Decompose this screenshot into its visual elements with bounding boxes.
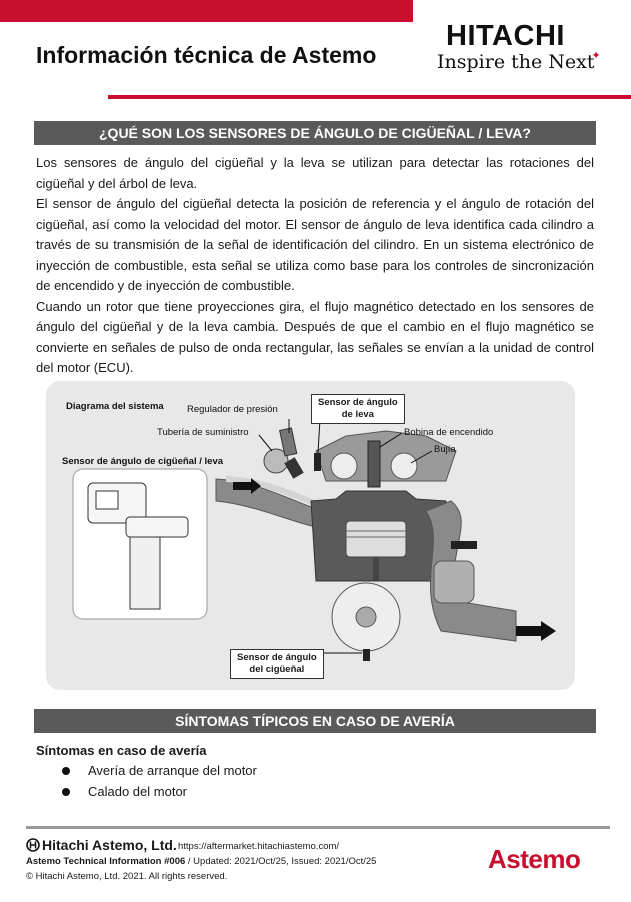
footer-copyright: © Hitachi Astemo, Ltd. 2021. All rights reserved. [26,871,228,882]
symptoms-subheading: Síntomas en caso de avería [36,743,207,758]
footer-rule [26,826,610,829]
system-diagram-label: Diagrama del sistema [66,401,164,412]
sensor-flange [126,517,188,537]
footer-doc-info [26,856,376,867]
crank-sensor-line2: del cigüeñal [249,664,305,675]
bullet-icon [62,788,70,796]
leader-cam [318,419,320,453]
engine-illustration [46,381,575,690]
footer-doc-dates: / Updated: 2021/Oct/25, Issued: 2021/Oct/25 [185,856,377,867]
footer-brand [26,837,177,853]
footer-url[interactable]: https://aftermarket.hitachiastemo.com/ [178,841,340,852]
symptom-text: Avería de arranque del motor [88,763,257,778]
cam-right [391,453,417,479]
paragraph-1: Los sensores de ángulo del cigüeñal y la leva se utilizan para detectar las rotaciones del cigüeñal y del árbol de leva. [36,155,594,191]
cam-sensor-shape [314,453,321,471]
sensor-body [130,537,160,609]
sensor-connector-window [96,491,118,509]
astemo-logo: Astemo [488,844,581,874]
crank-hub [356,607,376,627]
list-item [62,763,257,778]
cam-sensor-line1: Sensor de ángulo [318,397,398,408]
catalytic-converter [434,561,474,603]
ignition-coil-shape [368,441,380,487]
ignition-coil-label: Bobina de encendido [404,427,494,438]
footer-brand-text: Hitachi Astemo, Ltd. [42,837,177,853]
bullet-icon [62,767,70,775]
paragraph-3: Cuando un rotor que tiene proyecciones gira, el flujo magnético detectado en los sensores de ángulo del cigüeñal y de la leva cambia. Después de que el cambio en el flujo magnético se convierte en señales de pulso de onda rectangular, las señales se envían a la unidad de control del motor (ECU). [36,298,594,375]
supply-pipe-label: Tubería de suministro [157,427,249,438]
top-red-bar [0,0,413,22]
leader-supply [259,435,272,451]
cam-sensor-line2: de leva [341,409,374,420]
spark-plug-label: Bujía [434,444,456,455]
sensor-description [36,153,594,379]
system-diagram [46,381,575,690]
page-title: Información técnica de Astemo [36,42,377,68]
o2-sensor-shape [451,541,477,549]
section-heading-sensors: ¿QUÉ SON LOS SENSORES DE ÁNGULO DE CIGÜEÑAL / LEVA? [34,121,596,145]
footer-doc-number: Astemo Technical Information #006 [26,856,186,867]
cam-sensor-callout [311,394,405,424]
symptom-text: Calado del motor [88,784,187,799]
header-red-rule [108,95,631,99]
tagline-star-icon: ✦ [591,49,601,62]
sensor-inset-label: Sensor de ángulo de cigüeñal / leva [62,456,224,467]
cam-left [331,453,357,479]
crank-sensor-line1: Sensor de ángulo [237,652,317,663]
paragraph-2: El sensor de ángulo del cigüeñal detecta la posición de referencia y el ángulo de rotación del cigüeñal, así como la velocidad del motor. El sensor de ángulo de leva identifica cada cilindro a través de su transmisión de la señal de identificación del cilindro. En un sistema electrónico de inyección de combustible, esta señal se utiliza como base para los controles de sincronización de encendido y de inyección de combustible. [36,196,594,293]
pressure-regulator-label: Regulador de presión [187,404,278,415]
crank-sensor-shape [363,649,370,661]
hitachi-logo: HITACHI [446,20,565,52]
list-item [62,784,187,799]
hitachi-tagline [437,51,604,73]
section-heading-symptoms: SÍNTOMAS TÍPICOS EN CASO DE AVERÍA [34,709,596,733]
crank-sensor-callout [230,649,324,679]
tagline-text: Inspire the Next [437,51,595,73]
hitachi-mark-icon [26,838,40,852]
exhaust-arrow-icon [516,621,556,641]
piston [346,521,406,557]
